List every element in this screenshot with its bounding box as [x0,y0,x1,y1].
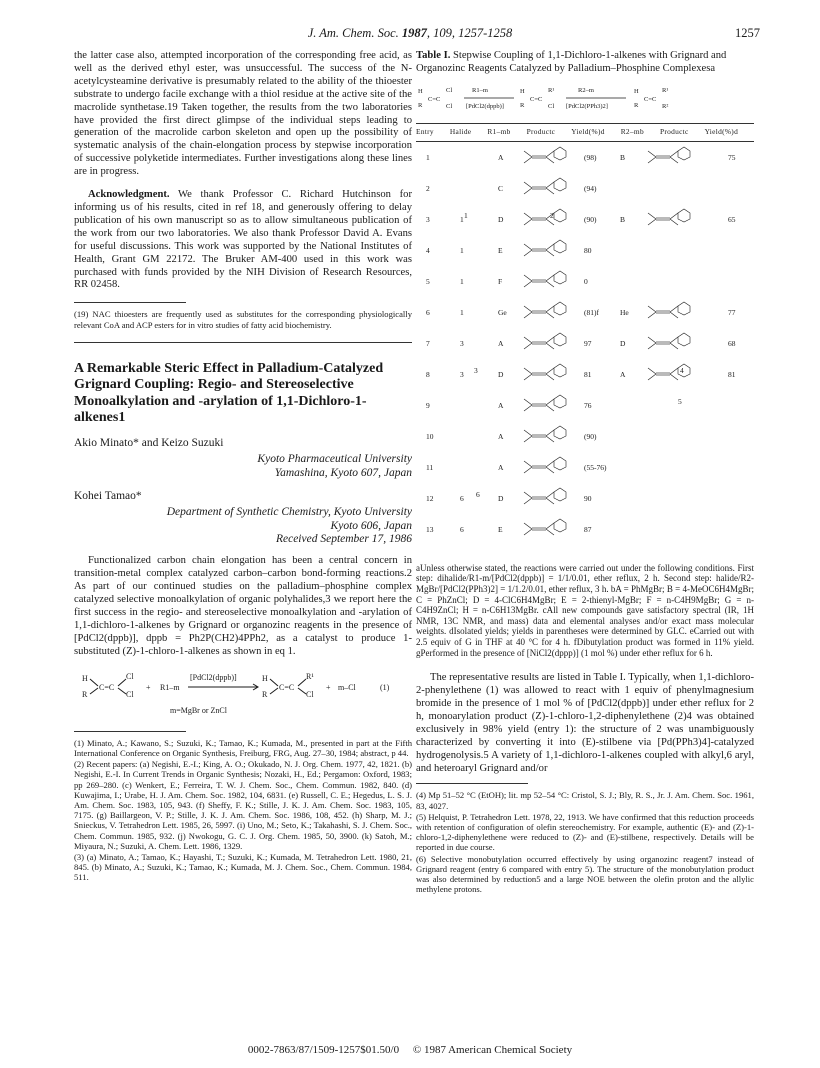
svg-text:Cl: Cl [126,671,134,681]
th-r2m: R2–mb [620,127,644,136]
svg-text:R¹: R¹ [662,87,669,94]
product1-structure [524,519,566,535]
svg-text:H: H [634,88,639,95]
table-r1m: A [498,338,504,348]
svg-text:H: H [82,673,88,683]
th-yield2: Yield(%)d [704,127,739,136]
product2-structure [648,209,690,225]
svg-text:R: R [418,102,423,109]
table-entry: 7 [426,338,430,348]
table-body [416,142,754,552]
table-entry: 13 [426,524,434,534]
table-halide: 3 [460,338,464,348]
intro-paragraph: Functionalized carbon chain elongation has been a central concern in transition-metal complex catalyzed carbon–carbon bond-forming reactions.2 As part of our continued studies on the palladium–phosphine complex catalyzed selective monoalkylation of organic polyhalides,3 we report here the first success in the regio- and stereoselective monoalkylation and -arylation of 1,1-dichloro-1-alkenes by Grignard or organozinc reagents in the presence of [PdCl2(dppb)], dppb = Ph2P(CH2)4PPh2, as a catalyst to produce 1-substituted (Z)-1-chloro-1-alkenes as shown in eq 1. [74,555,412,657]
table-entry: 11 [426,462,434,472]
svg-text:C=C: C=C [279,682,295,692]
table-caption-label: Table I. [416,50,451,61]
table-entry: 1 [426,152,430,162]
affiliation-2-line-2: Kyoto 606, Japan [330,519,412,532]
table-r1m: E [498,524,503,534]
product2-structure [648,333,690,349]
svg-text:Cl: Cl [446,103,453,110]
table-yield2: 75 [728,152,736,162]
th-halide: Halide [449,127,472,136]
product1-structure [524,271,566,287]
svg-text:C=C: C=C [644,96,657,103]
svg-text:Cl: Cl [446,87,453,94]
table-r1m: A [498,400,504,410]
scheme-drawing [416,81,754,119]
table-header-row [416,123,754,142]
footer-code: 0002-7863/87/1509-1257$01.50/0 [247,1044,400,1056]
table-entry: 10 [426,431,434,441]
affiliation-2 [74,505,412,533]
scheme-step1-catalyst: [PdCl2(dppb)] [466,103,504,110]
scheme-step2-reagent: R2–m [578,87,594,94]
running-header: J. Am. Chem. Soc. 1987, 109, 1257-1258 1257 [307,26,760,40]
journal-name: J. Am. Chem. Soc. [307,26,399,40]
table-entry: 2 [426,183,430,193]
product1-structure [524,333,566,349]
th-r1m: R1–mb [487,127,511,136]
table-yield1: 97 [584,338,592,348]
continued-paragraph: the latter case also, attempted incorporation of the corresponding free acid, as well as the derived ethyl ester, was unsuccessful. The success of the N-acetylcysteamine derivative is presumably related to the ability of the thioester substrate to undergo facile exchange with a thiol residue at the active site of the macrolide synthetase.19 Taken together, the results from the two laboratories have provided the first direct glimpse of the individual steps leading to generation of the macrolide carbon skeleton and open up the possibility of systematic analysis of the chain-elongation process by stepwise incorporation of successive polyketide intermediates. Further investigations along these lines are in progress. [74,50,412,178]
svg-text:+: + [326,682,331,692]
page-footer [0,1044,820,1056]
table-yield1: 81 [584,369,592,379]
refs-rule [74,731,186,732]
table-yield1: (55-76) [584,462,607,472]
ref-3: (3) (a) Minato, A.; Tamao, K.; Hayashi, T.; Suzuki, K.; Kumada, M. Tetrahedron Lett. 1980, 21, 845. (b) Minato, A.; Suzuki, K.; Tamao, K.; Kumada, M. J. Chem. Soc., Chem. Commun. 1984, 511. [74,851,412,883]
product1-structure [524,457,566,473]
table-r2m: He [620,307,629,317]
product1-structure [524,395,566,411]
table-yield1: 80 [584,245,592,255]
product1-structure [524,426,566,442]
equation-1-drawing [74,667,412,721]
compound-label-4: 4 [680,365,684,375]
table-yield1: (98) [584,152,597,162]
product1-structure [524,488,566,504]
table-r1m: F [498,276,503,286]
svg-text:C=C: C=C [530,96,543,103]
table-halide: 6 [460,493,464,503]
table-entry: 9 [426,400,430,410]
affiliation-1-line-2: Yamashina, Kyoto 607, Japan [274,466,412,479]
table-entry: 12 [426,493,434,503]
footnote-19-text: (19) NAC thioesters are frequently used as substitutes for the corresponding physiologically relevant CoA and ACP esters for in vitro studies of fatty acid biochemistry. [74,309,412,330]
svg-text:Cl: Cl [306,689,314,699]
volume-pages: 109, 1257-1258 [433,26,513,40]
product1-structure [524,209,566,225]
eq-number: (1) [380,682,390,692]
svg-text:R¹: R¹ [306,671,314,681]
table-r1m: A [498,152,504,162]
page-number: 1257 [735,26,760,40]
footnote-19 [74,309,412,329]
footnote-6: (6) Selective monobutylation occurred effectively by using organozinc reagent7 instead of Grignard reagent (entry 6 compared with entry 5). The structure of the monobutylation product was also determined by reduction5 and a large NOE between the olefin proton and the allylic methylene protons. [416,853,754,895]
equation-1 [74,667,412,721]
svg-text:R: R [520,102,525,109]
received-date: Received September 17, 1986 [275,532,412,545]
table-yield2: 81 [728,369,736,379]
table-yield1: 0 [584,276,588,286]
table-halide: 1 [460,214,464,224]
svg-text:R: R [262,689,268,699]
svg-text:H: H [520,88,525,95]
svg-text:R¹: R¹ [548,87,555,94]
table-yield1: (94) [584,183,597,193]
compound-label-6: 6 [476,489,480,499]
table-yield2: 77 [728,307,736,317]
affiliation-1-line-1: Kyoto Pharmaceutical University [257,452,412,465]
table-r1m: D [498,493,504,503]
table-r1m: D [498,369,504,379]
footnote-rule [74,302,186,303]
product2-structure [648,302,690,318]
svg-text:Cl: Cl [126,689,134,699]
table-r2m: B [620,152,626,162]
svg-text:H: H [418,88,423,95]
table-caption [416,50,754,75]
product2-structure [648,147,690,163]
footnote-5: (5) Helquist, P. Tetrahedron Lett. 1978, 22, 1913. We have confirmed that this reduction proceeds with retention of configuration of olefin stereochemistry. For example, authentic (E)- and (Z)-1-chloro-1,2-diphenylethene were reduced to (Z)- and (E)-stilbene, respectively. Details will be reported in due course. [416,811,754,853]
table-entry: 3 [426,214,430,224]
left-column [74,50,412,884]
table-caption-text: Stepwise Coupling of 1,1-Dichloro-1-alkenes with Grignard and Organozinc Reagents Catalyzed by Palladium–Phosphine Complexesa [416,50,727,74]
eq-byproduct: m–Cl [338,682,356,692]
journal-year: 1987 [401,26,427,40]
eq-reagent: R1–m [160,682,180,692]
article-divider [74,342,412,343]
ack-label: Acknowledgment. [88,189,170,201]
table-entry: 5 [426,276,430,286]
svg-text:H: H [262,673,268,683]
eq-m-definition: m=MgBr or ZnCl [170,705,227,715]
table-halide: 1 [460,276,464,286]
ack-text: We thank Professor C. Richard Hutchinson for informing us of his results, cited in ref 18, and generously offering to delay publication of his own manuscript so as to allow simultaneous publication of the work from our two laboratories. We also thank Professor David A. Evans for useful discussions. This work was supported by the National Institutes of Health, Grant GM 22172. The Bruker AM-400 used in this work was purchased with funds provided by the NIH Division of Research Resources, RR 02458. [74,189,412,291]
table-yield1: 76 [584,400,592,410]
th-product2: Productc [659,127,689,136]
table-yield2: 68 [728,338,736,348]
th-product1: Productc [526,127,556,136]
svg-text:+: + [146,682,151,692]
compound-label-3: 3 [474,365,478,375]
compound-label-2: 2 [550,210,554,220]
eq-catalyst: [PdCl2(dppb)] [190,672,237,682]
table-yield1: (81)f [584,307,599,317]
authors-1: Akio Minato* and Keizo Suzuki [74,436,224,449]
footnote-4: (4) Mp 51–52 °C (EtOH); lit. mp 52–54 °C: Cristol, S. J.; Bly, R. S., Jr. J. Am. Chem. Soc. 1961, 83, 4027. [416,790,754,811]
scheme-step1-reagent: R1–m [472,87,488,94]
table-halide: 6 [460,524,464,534]
svg-text:Cl: Cl [548,103,555,110]
th-yield1: Yield(%)d [571,127,605,136]
product1-structure [524,147,566,163]
compound-label-1: 1 [464,210,468,220]
svg-text:C=C: C=C [99,682,115,692]
table-r2m: D [620,338,626,348]
table-entry: 4 [426,245,430,255]
right-footnotes [416,790,754,894]
table-r1m: Ge [498,307,507,317]
svg-text:R: R [634,102,639,109]
table-yield1: (90) [584,214,597,224]
svg-text:R²: R² [662,103,669,110]
authors-2: Kohei Tamao* [74,489,142,502]
article-title: A Remarkable Steric Effect in Palladium-Catalyzed Grignard Coupling: Regio- and Stereoselective Monoalkylation and -arylation of 1,1-Dichloro-1-alkenes1 [74,360,384,426]
table-halide: 3 [460,369,464,379]
table-yield1: 87 [584,524,592,534]
table-r1m: C [498,183,504,193]
table-r2m: B [620,214,626,224]
right-footnote-rule [416,783,528,784]
table-r1m: A [498,431,504,441]
table-scheme [416,81,754,119]
table-r2m: A [620,369,626,379]
footer-copyright: © 1987 American Chemical Society [412,1044,573,1056]
table-entry: 8 [426,369,430,379]
svg-text:C=C: C=C [428,96,441,103]
table-r1m: D [498,214,504,224]
th-entry: Entry [416,127,434,136]
product1-structure [524,302,566,318]
product1-structure [524,178,566,194]
table-halide: 1 [460,307,464,317]
table-r1m: A [498,462,504,472]
ref-1: (1) Minato, A.; Kawano, S.; Suzuki, K.; Tamao, K.; Kumada, M., presented in part at the Fifth International Conference on Organic Synthesis, Freiburg, FRG, Aug. 27–30, 1984; abstract, p 44. [74,737,412,758]
right-column [416,50,754,895]
table-yield2: 65 [728,214,736,224]
table-footnotes: aUnless otherwise stated, the reactions were carried out under the following conditions. First step: dihalide/R1-m/[PdCl2(dppb)] = 1/1/0.01, ether reflux, 2 h. Second step: halide/R2-MgBr/[PdCl2(PPh3)2] = 1/1.2/0.01, ether reflux, 3 h. bA = PhMgBr; B = 4-MeOC6H4MgBr; C = PhZnCl; D = 4-ClC6H4MgBr; E = 2-thienyl-MgBr; F = n-C4H9MgBr; G = n-C4H9ZnCl; H = n-C6H13MgBr. cAll new compounds gave satisfactory spectral (IR, 1H NMR, 13C NMR, and mass) data and elemental analyses and/or exact mass molecular weights. dIsolated yields; yields in parentheses were determined by GLC. eCarried out with 2.5 equiv of G in THF at 40 °C for 4 h. fDibutylation product was formed in 11% yield. gPerformed in the presence of [NiCl2(dppp)] (1 mol %) under ether reflux for 6 h. [416,562,754,658]
affiliation-2-line-1: Department of Synthetic Chemistry, Kyoto University [166,505,412,518]
affiliation-1 [74,452,412,480]
table-yield1: (90) [584,431,597,441]
compound-label-5: 5 [678,396,682,406]
table-entry: 6 [426,307,430,317]
table-r1m: E [498,245,503,255]
table-halide: 1 [460,245,464,255]
svg-text:R: R [82,689,88,699]
references [74,738,412,883]
product1-structure [524,240,566,256]
ref-2: (2) Recent papers: (a) Negishi, E.-I.; King, A. O.; Okukado, N. J. Org. Chem. 1977, 42, 1821. (b) Negishi, E.-I. In Current Trends in Organic Synthesis; Nozaki, H., Ed.; Pergamon: Oxford, 1983; pp 269–280. (c) Wenkert, E.; Ferreira, T. W. J. Chem. Soc., Chem. Commun. 1982, 840. (d) Kuwajima, I.; Urabe, H. J. Am. Chem. Soc. 1982, 104, 6831. (e) Russell, C. E.; Hegedus, L. S. J. Am. Chem. Soc. 1983, 105, 943. (f) Sheffy, F. K.; Stille, J. K. J. Am. Chem. Soc. 1983, 105, 7175. (g) Baillargeon, V. P.; Stille, J. K. J. Am. Chem. Soc. 1986, 108, 452. (h) Sharp, M. J.; Snieckus, V. Tetrahedron Lett. 1985, 26, 5997. (i) Uno, M.; Seto, K.; Takahashi, S. J. Chem. Soc., Chem. Commun. 1985, 932. (j) Nwokogu, G. C. J. Org. Chem. 1985, 50, 3900. (k) Satoh, M.; Miyaura, N.; Suzuki, A. Chem. Lett. 1986, 1329. [74,759,412,851]
results-paragraph: The representative results are listed in Table I. Typically, when 1,1-dichloro-2-phenylethene (1) was allowed to react with 1 equiv of phenylmagnesium bromide in the presence of 1 mol % of [PdCl2(dppb)] under ether reflux for 2 h, monoarylation product (Z)-1-chloro-1,2-diphenylethene (2)4 was obtained exclusively in 98% yield (entry 1): the structure of 2 was unambiguously characterized by converting it into (E)-stilbene via [Pd(PPh3)4]-catalyzed hydrogenolysis.5 A variety of 1,1-dichloro-1-alkenes coupled with alkyl,6 aryl, and heteroaryl Grignard and/or [416,672,754,774]
scheme-step2-catalyst: [PdCl2(PPh3)2] [566,103,608,110]
table-yield1: 90 [584,493,592,503]
product1-structure [524,364,566,380]
acknowledgment [74,189,412,292]
